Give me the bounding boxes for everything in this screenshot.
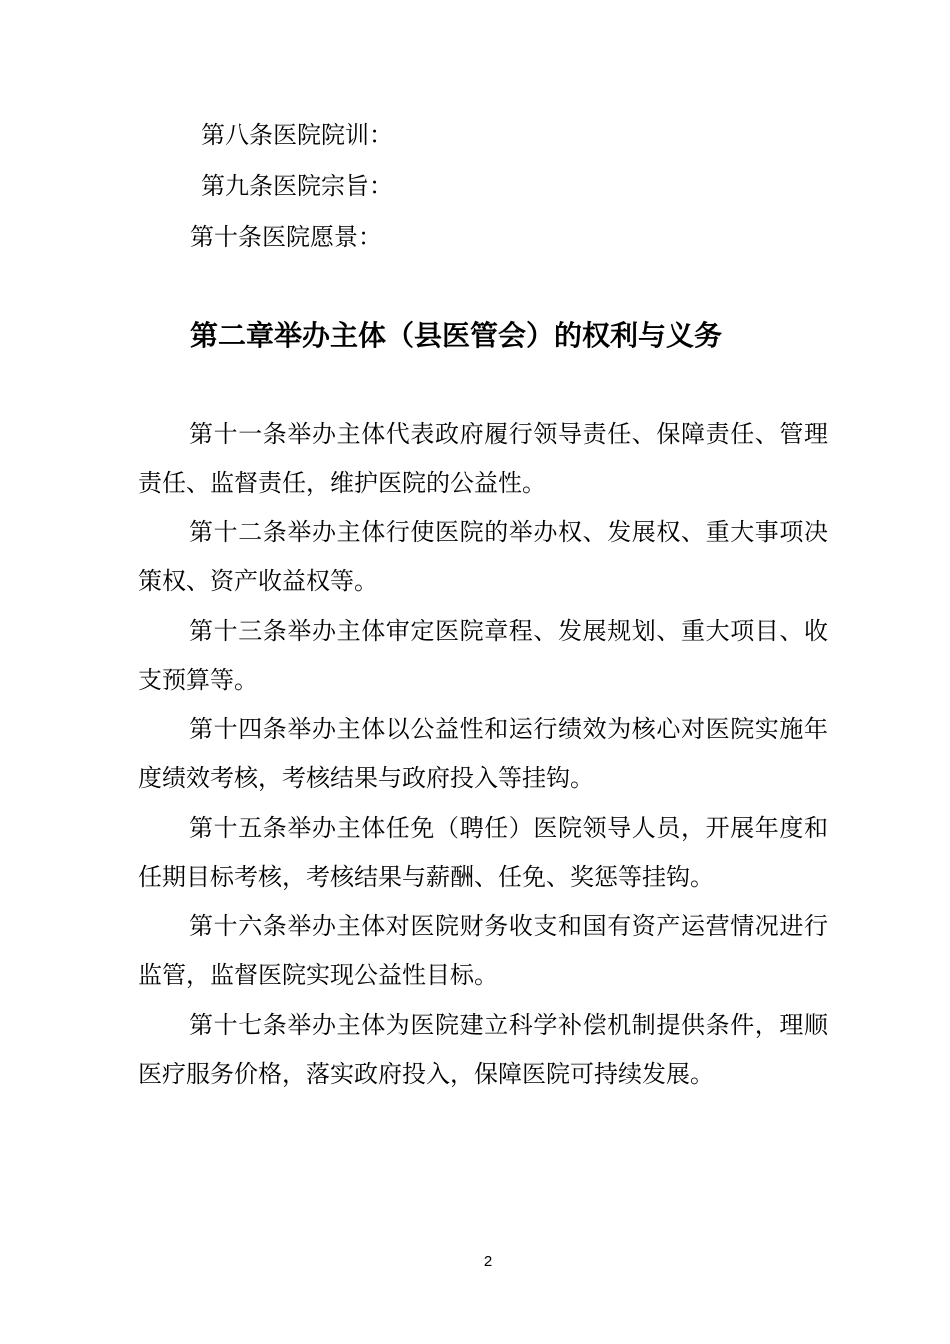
page-number: 2 xyxy=(483,1253,493,1270)
article-8: 第八条医院院训： xyxy=(201,121,393,149)
article-16: 第十六条举办主体对医院财务收支和国有资产运营情况进行监管，监督医院实现公益性目标。 xyxy=(138,912,828,989)
article-12: 第十二条举办主体行使医院的举办权、发展权、重大事项决策权、资产收益权等。 xyxy=(138,518,828,595)
article-17: 第十七条举办主体为医院建立科学补偿机制提供条件，理顺医疗服务价格，落实政府投入，保障医院可持续发展。 xyxy=(138,1011,828,1088)
article-10: 第十条医院愿景： xyxy=(190,223,382,251)
article-11: 第十一条举办主体代表政府履行领导责任、保障责任、管理责任、监督责任，维护医院的公益性。 xyxy=(138,420,828,497)
article-15: 第十五条举办主体任免（聘任）医院领导人员，开展年度和任期目标考核，考核结果与薪酬、任免、奖惩等挂钩。 xyxy=(138,814,828,891)
chapter-heading: 第二章举办主体（县医管会）的权利与义务 xyxy=(190,319,723,352)
article-9: 第九条医院宗旨： xyxy=(201,172,393,200)
article-14: 第十四条举办主体以公益性和运行绩效为核心对医院实施年度绩效考核，考核结果与政府投入等挂钩。 xyxy=(138,715,828,792)
article-13: 第十三条举办主体审定医院章程、发展规划、重大项目、收支预算等。 xyxy=(138,617,828,694)
